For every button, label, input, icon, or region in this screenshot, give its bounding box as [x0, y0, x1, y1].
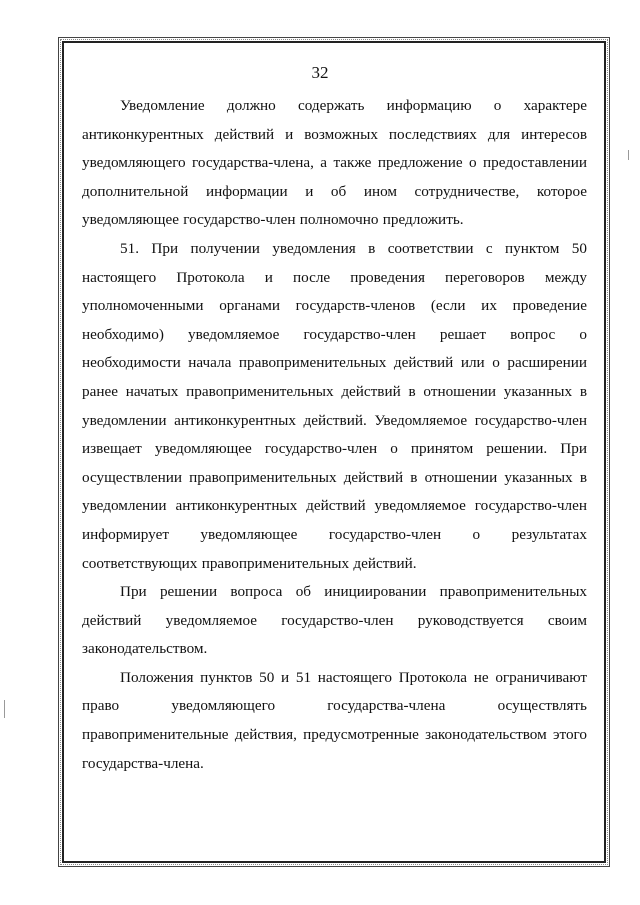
document-body [82, 92, 587, 778]
page-number: 32 [311, 63, 329, 82]
paragraph-clause-51: 51. При получении уведомления в соответствии с пунктом 50 настоящего Протокола и после проведения переговоров между уполномоченными органами государств-членов (если их проведение необходимо) уведомляемое государство-член решает вопрос о необходимости начала правоприменительных действий или о расширении ранее начатых правоприменительных действий в отношении указанных в уведомлении антиконкурентных действий. Уведомляемое государство-член извещает уведомляющее государство-член о принятом решении. При осуществлении правоприменительных действий в отношении указанных в уведомлении антиконкурентных действий уведомляемое государство-член информирует уведомляющее государство-член о результатах соответствующих правоприменительных действий. [82, 239, 587, 572]
paragraph-legislation-guidance: При решении вопроса об инициировании правоприменительных действий уведомляемое государство-член руководствуется своим законодательством. [82, 583, 587, 658]
paragraph-provisions-50-51: Положения пунктов 50 и 51 настоящего Протокола не ограничивают право уведомляющего государства-члена осуществлять правоприменительные действия, предусмотренные законодательством этого государства-члена. [82, 668, 587, 772]
paragraph-notification-content: Уведомление должно содержать информацию о характере антиконкурентных действий и возможных последствиях для интересов уведомляющего государства-члена, а также предложение о предоставлении дополнительной информации и об ином сотрудничестве, которое уведомляющее государство-член полномочно предложить. [82, 97, 587, 229]
scan-artifact [628, 150, 629, 160]
scan-artifact [4, 700, 5, 718]
